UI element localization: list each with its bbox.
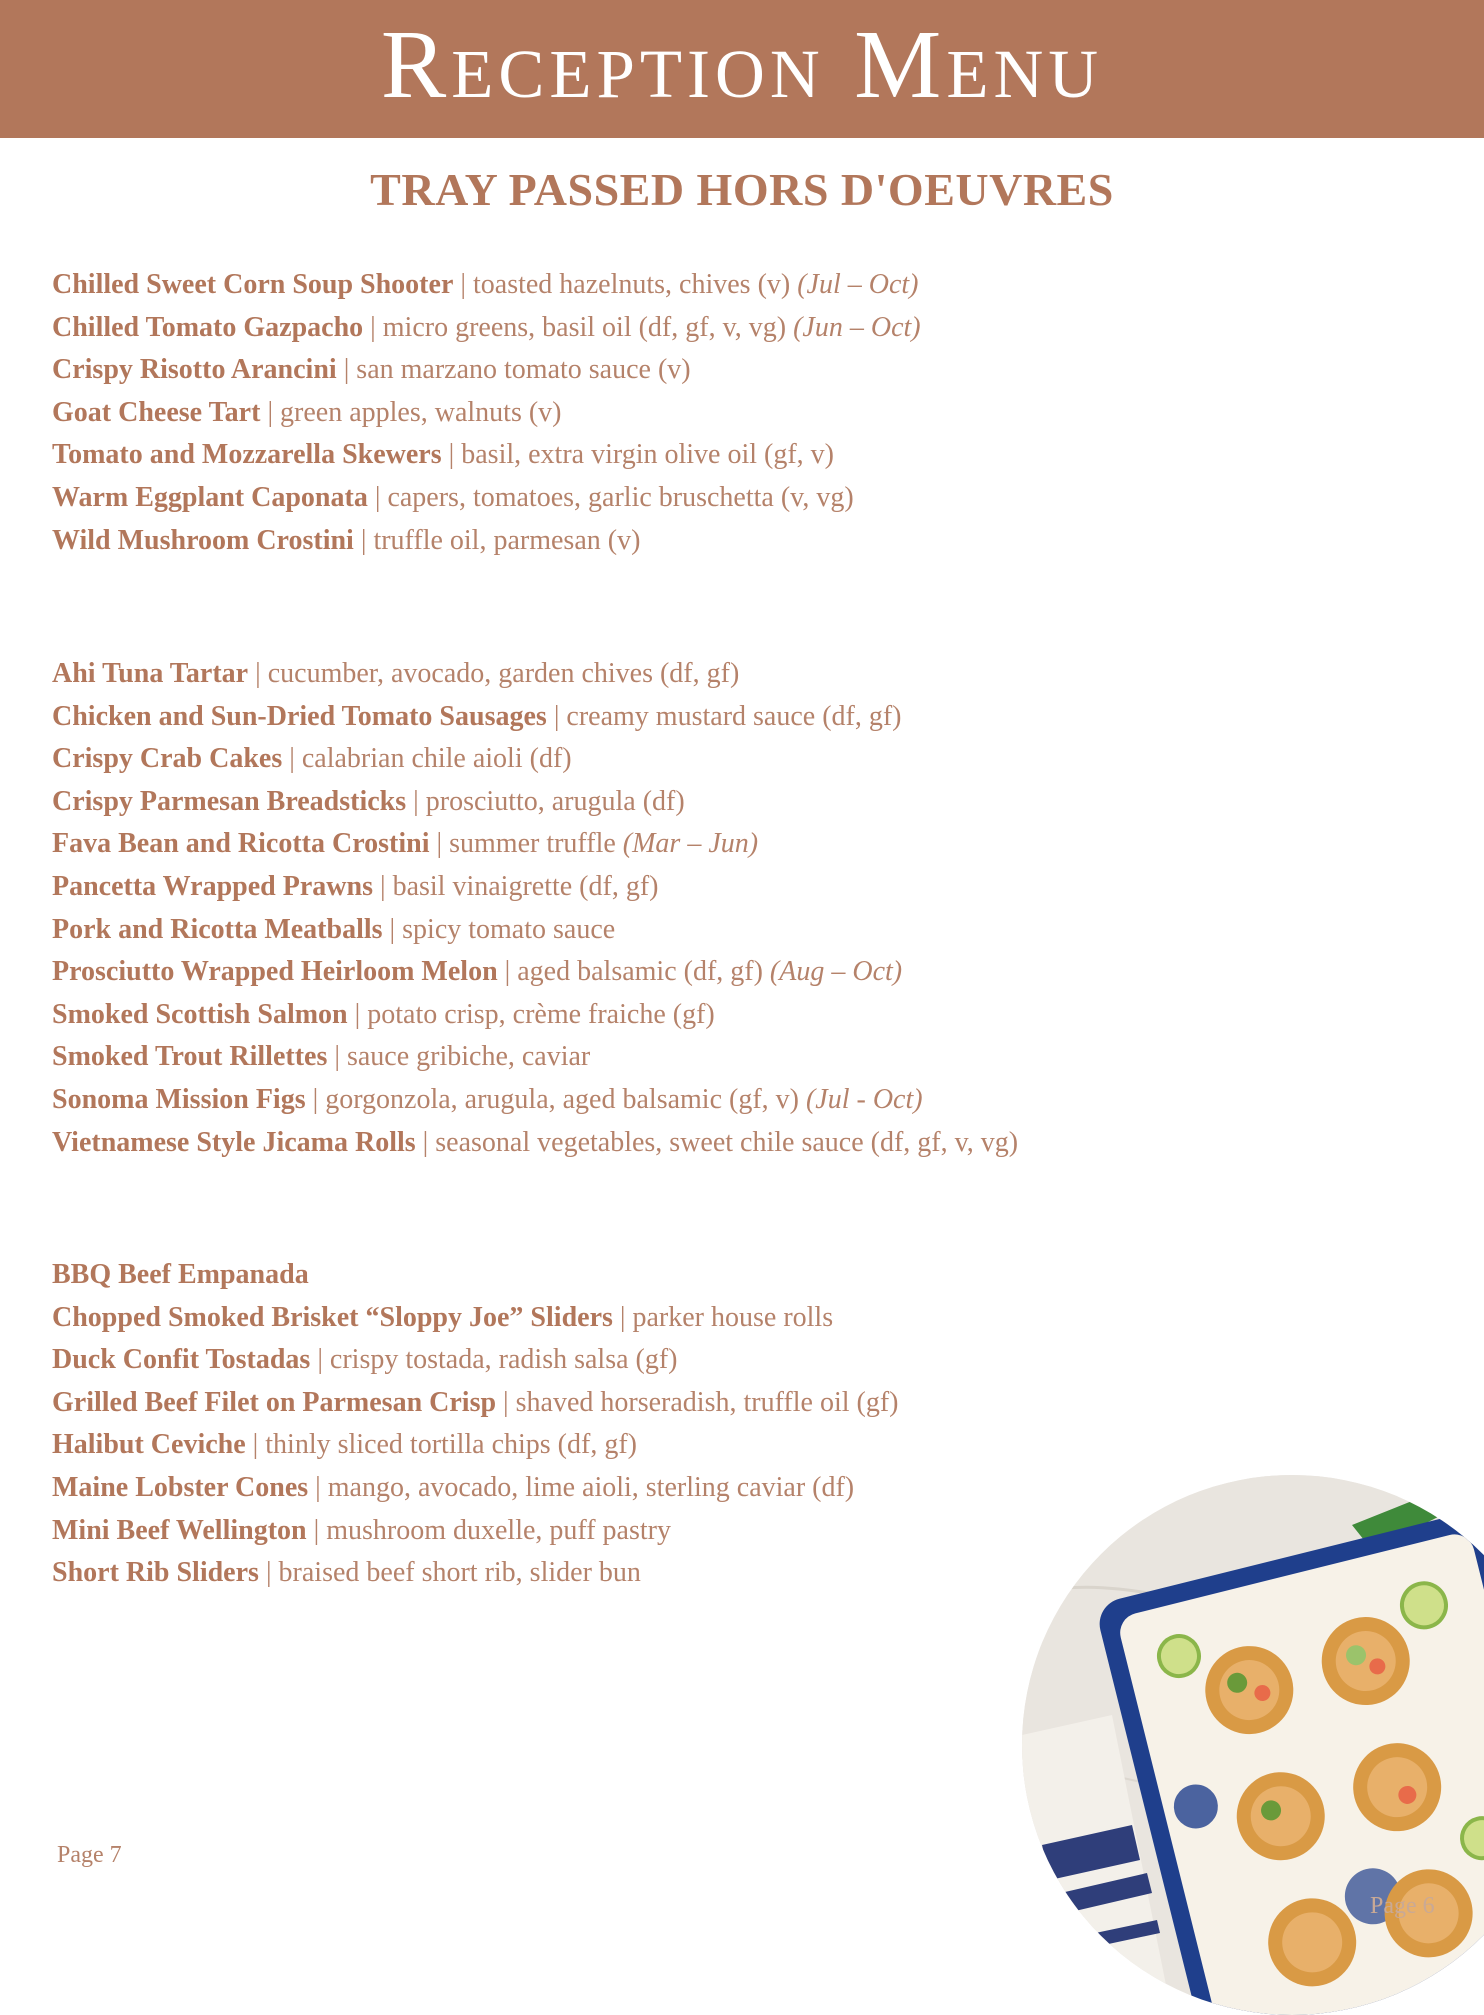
menu-item-name: Smoked Scottish Salmon bbox=[52, 998, 348, 1030]
menu-item-name: Goat Cheese Tart bbox=[52, 396, 261, 428]
menu-item-description: micro greens, basil oil (df, gf, v, vg) bbox=[382, 311, 794, 343]
menu-item-description: capers, tomatoes, garlic bruschetta (v, vg) bbox=[387, 481, 854, 513]
menu-item bbox=[52, 1254, 898, 1297]
menu-item-separator: | bbox=[306, 1514, 327, 1546]
menu-item bbox=[52, 1382, 898, 1425]
header-banner bbox=[0, 0, 1484, 138]
menu-item-name: Halibut Ceviche bbox=[52, 1429, 246, 1461]
menu-item bbox=[52, 1467, 898, 1510]
menu-item-name: Crispy Risotto Arancini bbox=[52, 354, 337, 386]
menu-item-separator: | bbox=[248, 658, 268, 689]
menu-item-name: Prosciutto Wrapped Heirloom Melon bbox=[52, 956, 498, 988]
menu-item bbox=[52, 307, 921, 350]
menu-item-name: Warm Eggplant Caponata bbox=[52, 481, 368, 513]
menu-item-name: Chopped Smoked Brisket “Sloppy Joe” Sliders bbox=[52, 1301, 613, 1333]
menu-item bbox=[52, 781, 1018, 824]
menu-item-description: creamy mustard sauce (df, gf) bbox=[566, 700, 902, 732]
menu-item-separator: | bbox=[497, 956, 518, 988]
menu-item bbox=[52, 1339, 898, 1382]
menu-item bbox=[52, 264, 921, 307]
menu-item-separator: | bbox=[260, 396, 281, 428]
menu-item-description: potato crisp, crème fraiche (gf) bbox=[367, 998, 715, 1030]
menu-item bbox=[52, 520, 921, 563]
menu-item-description: braised beef short rib, slider bun bbox=[278, 1557, 641, 1589]
menu-item-separator: | bbox=[415, 1126, 436, 1158]
menu-item-name: Fava Bean and Ricotta Crostini bbox=[52, 828, 430, 860]
menu-item-separator: | bbox=[305, 1083, 326, 1115]
menu-item-name: Pancetta Wrapped Prawns bbox=[52, 870, 373, 902]
menu-item-description: crispy tostada, radish salsa (gf) bbox=[329, 1344, 678, 1376]
menu-item-description: prosciutto, arugula (df) bbox=[425, 785, 685, 817]
menu-group-seafood-poultry bbox=[52, 653, 1018, 1164]
menu-item-separator: | bbox=[310, 1344, 330, 1376]
menu-item-separator: | bbox=[363, 311, 383, 343]
menu-item-name: Tomato and Mozzarella Skewers bbox=[52, 439, 442, 471]
menu-item-name: Crispy Crab Cakes bbox=[52, 743, 283, 775]
menu-item bbox=[52, 1036, 1018, 1079]
menu-item-separator: | bbox=[336, 354, 357, 386]
menu-item-name: Short Rib Sliders bbox=[52, 1557, 259, 1589]
menu-item-name: Pork and Ricotta Meatballs bbox=[52, 913, 383, 945]
menu-item-season: (Mar – Jun) bbox=[622, 828, 759, 860]
menu-item-name: Maine Lobster Cones bbox=[52, 1471, 309, 1503]
section-heading: TRAY PASSED HORS D'OEUVRES bbox=[370, 164, 1114, 215]
menu-item bbox=[52, 1122, 1018, 1165]
menu-item bbox=[52, 1297, 898, 1340]
menu-item-separator: | bbox=[406, 785, 426, 817]
menu-item-description: aged balsamic (df, gf) bbox=[517, 956, 770, 988]
menu-item-description: san marzano tomato sauce (v) bbox=[356, 354, 691, 386]
menu-group-vegetarian bbox=[52, 264, 921, 562]
menu-item bbox=[52, 392, 921, 435]
menu-item-name: Grilled Beef Filet on Parmesan Crisp bbox=[52, 1386, 497, 1418]
menu-item-description: parker house rolls bbox=[632, 1301, 834, 1333]
menu-item-separator: | bbox=[382, 913, 403, 945]
food-photo bbox=[1022, 1475, 1484, 2015]
menu-item bbox=[52, 1079, 1018, 1122]
menu-item-name: Mini Beef Wellington bbox=[52, 1514, 307, 1546]
menu-item-description: shaved horseradish, truffle oil (gf) bbox=[515, 1386, 899, 1418]
menu-item-separator: | bbox=[245, 1429, 266, 1461]
menu-item-description: truffle oil, parmesan (v) bbox=[373, 524, 641, 556]
menu-item-separator: | bbox=[612, 1301, 633, 1333]
menu-item-separator: | bbox=[308, 1471, 328, 1503]
page-title: Reception Menu bbox=[380, 11, 1104, 119]
menu-item-season: (Aug – Oct) bbox=[769, 956, 903, 988]
menu-item-description: summer truffle bbox=[449, 828, 623, 860]
menu-item-separator: | bbox=[496, 1386, 516, 1418]
menu-item-description: mango, avocado, lime aioli, sterling caviar (df) bbox=[327, 1471, 855, 1503]
menu-item-description: calabrian chile aioli (df) bbox=[301, 743, 572, 775]
menu-item-name: Chilled Sweet Corn Soup Shooter bbox=[52, 269, 454, 300]
menu-item-season: (Jun – Oct) bbox=[793, 311, 921, 343]
menu-item-description: mushroom duxelle, puff pastry bbox=[326, 1514, 671, 1546]
menu-group-meat bbox=[52, 1254, 898, 1595]
menu-item-description: sauce gribiche, caviar bbox=[346, 1041, 591, 1073]
menu-item bbox=[52, 1424, 898, 1467]
menu-item-name: Chilled Tomato Gazpacho bbox=[52, 311, 364, 343]
menu-item-description: basil vinaigrette (df, gf) bbox=[392, 870, 659, 902]
menu-item-description: spicy tomato sauce bbox=[402, 913, 616, 945]
menu-item-season: (Jul - Oct) bbox=[805, 1083, 923, 1115]
menu-item-description: seasonal vegetables, sweet chile sauce (df, gf, v, vg) bbox=[435, 1126, 1019, 1158]
menu-item bbox=[52, 738, 1018, 781]
menu-item bbox=[52, 434, 921, 477]
menu-item-description: basil, extra virgin olive oil (gf, v) bbox=[461, 439, 834, 471]
menu-item bbox=[52, 994, 1018, 1037]
menu-item-description: thinly sliced tortilla chips (df, gf) bbox=[265, 1429, 637, 1461]
menu-item-name: Crispy Parmesan Breadsticks bbox=[52, 785, 407, 817]
page-number-left: Page 7 bbox=[57, 1842, 122, 1868]
menu-item-separator: | bbox=[282, 743, 302, 775]
menu-item-separator: | bbox=[429, 828, 450, 860]
menu-item-season: (Jul – Oct) bbox=[797, 269, 919, 300]
menu-item bbox=[52, 951, 1018, 994]
menu-item-separator: | bbox=[327, 1041, 347, 1073]
menu-item-name: Vietnamese Style Jicama Rolls bbox=[52, 1126, 416, 1158]
menu-item bbox=[52, 1510, 898, 1553]
menu-item bbox=[52, 866, 1018, 909]
menu-item-separator: | bbox=[453, 269, 473, 300]
menu-item-description: toasted hazelnuts, chives (v) bbox=[472, 269, 798, 300]
menu-item bbox=[52, 349, 921, 392]
menu-item-name: Sonoma Mission Figs bbox=[52, 1083, 306, 1115]
menu-item-separator: | bbox=[367, 481, 388, 513]
menu-item bbox=[52, 1552, 898, 1595]
menu-item-separator: | bbox=[441, 439, 462, 471]
menu-item-description: cucumber, avocado, garden chives (df, gf) bbox=[267, 658, 740, 689]
menu-item-description: green apples, walnuts (v) bbox=[280, 396, 562, 428]
menu-item bbox=[52, 477, 921, 520]
menu-item-name: Wild Mushroom Crostini bbox=[52, 524, 354, 556]
menu-item bbox=[52, 696, 1018, 739]
page-number-right: Page 6 bbox=[1370, 1893, 1435, 1919]
menu-item-name: Ahi Tuna Tartar bbox=[52, 658, 249, 689]
menu-item bbox=[52, 823, 1018, 866]
menu-item-name: Duck Confit Tostadas bbox=[52, 1344, 311, 1376]
menu-item-description: gorgonzola, arugula, aged balsamic (gf, v) bbox=[325, 1083, 806, 1115]
menu-item-separator: | bbox=[353, 524, 374, 556]
menu-item-separator: | bbox=[258, 1557, 279, 1589]
menu-item-separator: | bbox=[347, 998, 368, 1030]
menu-item-name: BBQ Beef Empanada bbox=[52, 1259, 309, 1290]
menu-item-separator: | bbox=[372, 870, 393, 902]
menu-item bbox=[52, 653, 1018, 696]
tostadas-platter-image bbox=[1022, 1475, 1484, 2015]
menu-item-name: Smoked Trout Rillettes bbox=[52, 1041, 328, 1073]
menu-item-name: Chicken and Sun-Dried Tomato Sausages bbox=[52, 700, 547, 732]
menu-item-separator: | bbox=[546, 700, 567, 732]
menu-item bbox=[52, 909, 1018, 952]
